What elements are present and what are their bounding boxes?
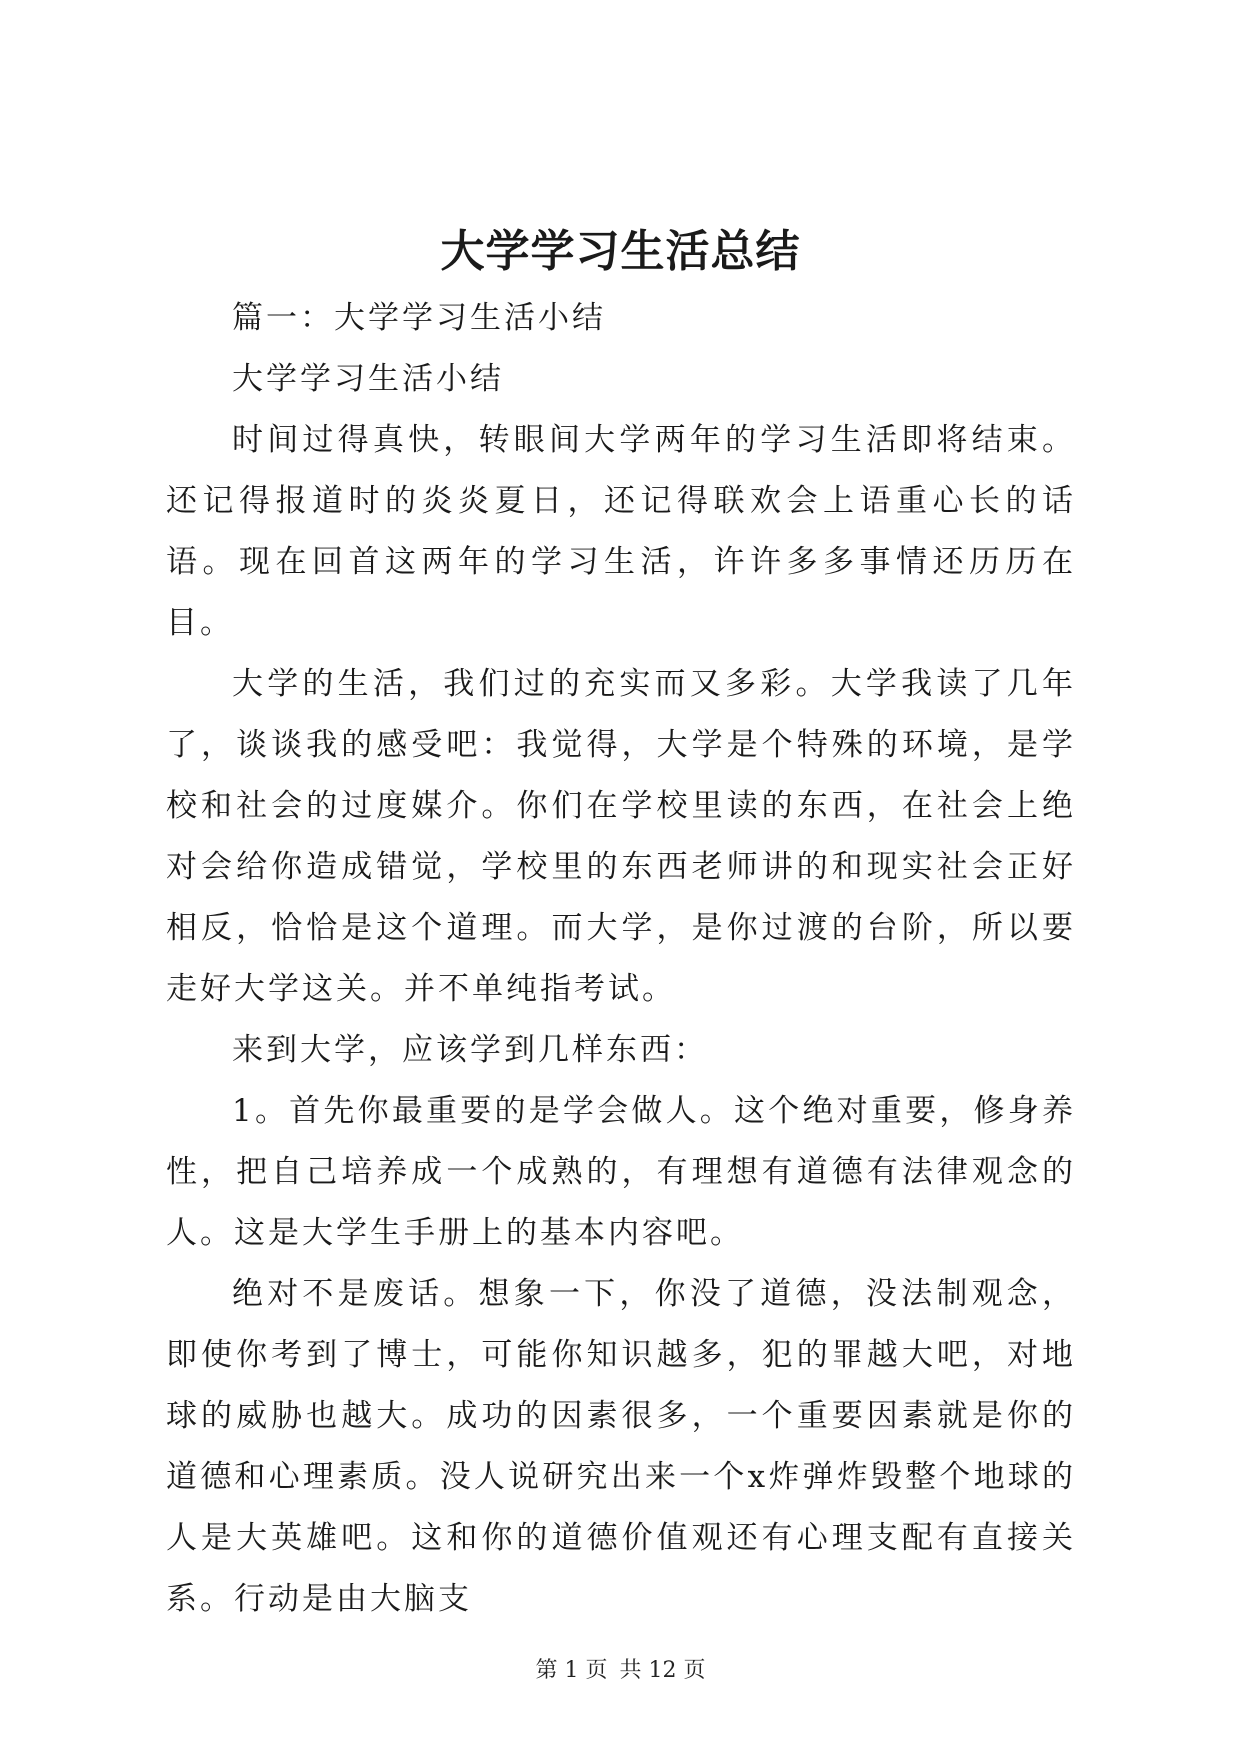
document-body — [166, 288, 1076, 1630]
subsection-heading: 大学学习生活小结 — [232, 361, 504, 397]
body-paragraph: 大学的生活，我们过的充实而又多彩。大学我读了几年了，谈谈我的感受吧：我觉得，大学是个特殊的环境，是学校和社会的过度媒介。你们在学校里读的东西，在社会上绝对会给你造成错觉，学校里的东西老师讲的和现实社会正好相反，恰恰是这个道理。而大学，是你过渡的台阶，所以要走好大学这关。并不单纯指考试。 — [166, 666, 1076, 1007]
body-paragraph: 时间过得真快，转眼间大学两年的学习生活即将结束。还记得报道时的炎炎夏日，还记得联欢会上语重心长的话语。现在回首这两年的学习生活，许许多多事情还历历在目。 — [166, 422, 1076, 641]
page-total: 共 12 页 — [619, 1658, 706, 1683]
body-paragraph: 来到大学，应该学到几样东西： — [232, 1032, 708, 1068]
page-number: 第 1 页 — [535, 1658, 608, 1683]
body-paragraph: 1。首先你最重要的是学会做人。这个绝对重要，修身养性，把自己培养成一个成熟的，有理想有道德有法律观念的人。这是大学生手册上的基本内容吧。 — [166, 1093, 1076, 1251]
body-paragraph: 绝对不是废话。想象一下，你没了道德，没法制观念，即使你考到了博士，可能你知识越多，犯的罪越大吧，对地球的威胁也越大。成功的因素很多，一个重要因素就是你的道德和心理素质。没人说研究出来一个x炸弹炸毁整个地球的人是大英雄吧。这和你的道德价值观还有心理支配有直接关系。行动是由大脑支 — [166, 1276, 1076, 1617]
page-footer — [0, 1656, 1241, 1686]
document-title: 大学学习生活总结 — [440, 226, 801, 277]
section-heading: 篇一：大学学习生活小结 — [232, 300, 606, 336]
